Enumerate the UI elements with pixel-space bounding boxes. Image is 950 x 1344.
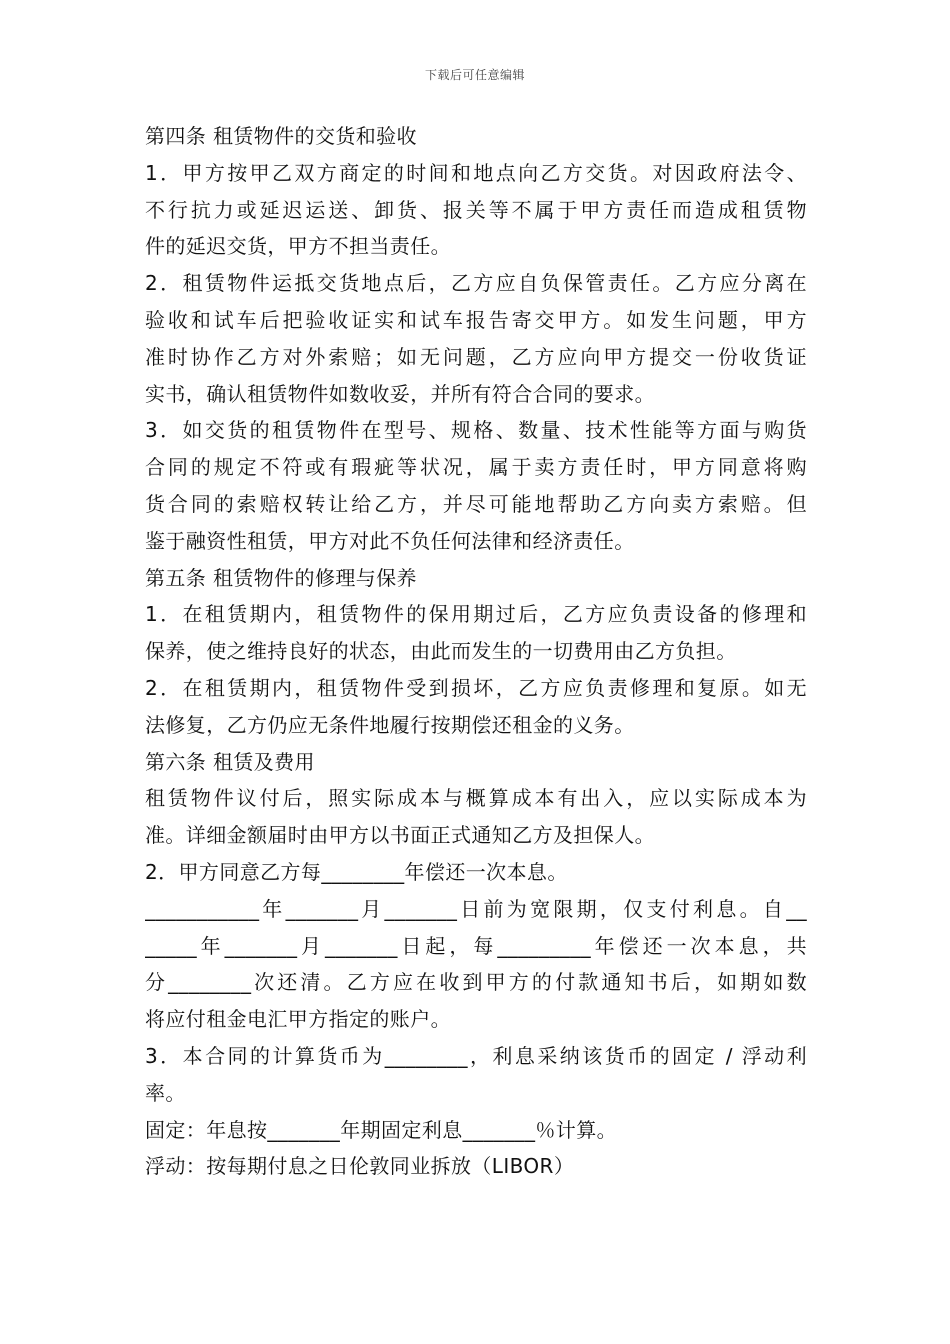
text-line: 率。 <box>145 1080 186 1105</box>
text-line: 鉴于融资性租赁，甲方对此不负任何法律和经济责任。 <box>145 528 635 553</box>
text-line: 准时协作乙方对外索赔；如无问题，乙方应向甲方提交一份收货证 <box>145 344 807 369</box>
text-line: 第五条 租赁物件的修理与保养 <box>145 565 417 590</box>
text-line: 浮动：按每期付息之日伦敦同业拆放（LIBOR） <box>145 1154 575 1179</box>
text-line: 分________次还清。乙方应在收到甲方的付款通知书后，如期如数 <box>145 970 807 995</box>
text-line: 2．租赁物件运抵交货地点后，乙方应自负保管责任。乙方应分离在 <box>145 271 807 296</box>
page-header-note: 下载后可任意编辑 <box>424 68 525 82</box>
text-line: 3．如交货的租赁物件在型号、规格、数量、技术性能等方面与购货 <box>145 418 807 443</box>
text-line: 1．在租赁期内，租赁物件的保用期过后，乙方应负责设备的修理和 <box>145 602 807 627</box>
text-line: 3．本合同的计算货币为________，利息采纳该货币的固定 / 浮动利 <box>145 1043 807 1068</box>
text-line: ___________年_______月_______日前为宽限期，仅支付利息。自__ <box>145 896 807 921</box>
text-line: 件的延迟交货，甲方不担当责任。 <box>145 234 451 259</box>
text-line: 将应付租金电汇甲方指定的账户。 <box>145 1007 451 1032</box>
text-line: _____年_______月_______日起，每_________年偿还一次本息，共 <box>145 933 807 958</box>
text-line: 不行抗力或延迟运送、卸货、报关等不属于甲方责任而造成租赁物 <box>145 197 807 222</box>
text-line: 验收和试车后把验收证实和试车报告寄交甲方。如发生问题，甲方 <box>145 307 807 332</box>
text-line: 第四条 租赁物件的交货和验收 <box>145 124 417 148</box>
text-line: 法修复，乙方仍应无条件地履行按期偿还租金的义务。 <box>145 712 635 737</box>
text-line: 准。详细金额届时由甲方以书面正式通知乙方及担保人。 <box>145 823 655 848</box>
text-line: 1．甲方按甲乙双方商定的时间和地点向乙方交货。对因政府法令、 <box>145 160 807 185</box>
text-line: 租赁物件议付后，照实际成本与概算成本有出入，应以实际成本为 <box>145 786 807 811</box>
text-line: 第六条 租赁及费用 <box>145 749 315 774</box>
text-line: 2．在租赁期内，租赁物件受到损坏，乙方应负责修理和复原。如无 <box>145 675 807 700</box>
text-line: 2．甲方同意乙方每________年偿还一次本息。 <box>145 859 568 884</box>
text-line: 合同的规定不符或有瑕疵等状况，属于卖方责任时，甲方同意将购 <box>145 455 807 480</box>
text-line: 实书，确认租赁物件如数收妥，并所有符合合同的要求。 <box>145 381 655 406</box>
text-line: 固定：年息按_______年期固定利息_______％计算。 <box>145 1117 617 1142</box>
document-body <box>145 118 807 1185</box>
text-line: 货合同的索赔权转让给乙方，并尽可能地帮助乙方向卖方索赔。但 <box>145 491 807 516</box>
text-line: 保养，使之维持良好的状态，由此而发生的一切费用由乙方负担。 <box>145 639 737 664</box>
